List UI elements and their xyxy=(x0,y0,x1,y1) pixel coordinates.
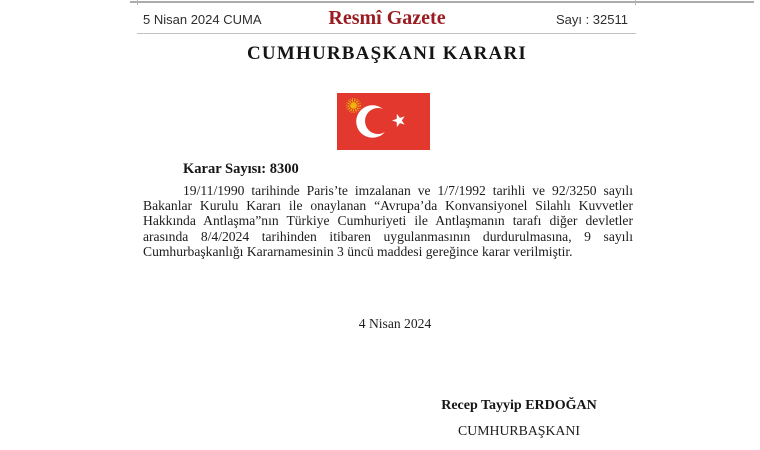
decree-number: Karar Sayısı: 8300 xyxy=(183,161,299,177)
decree-date: 4 Nisan 2024 xyxy=(358,316,432,331)
turkish-presidential-flag-image xyxy=(337,93,430,150)
signatory-title: CUMHURBAŞKANI xyxy=(458,423,580,438)
gazette-masthead: Resmî Gazete xyxy=(328,7,446,29)
table-border-top xyxy=(130,1,754,3)
header-divider xyxy=(137,33,636,34)
signatory-name: Recep Tayyip ERDOĞAN xyxy=(441,398,597,413)
decree-title: CUMHURBAŞKANI KARARI xyxy=(247,43,527,64)
decree-body-text: 19/11/1990 tarihinde Paris’te imzalanan ve 1/7/1992 tarihli ve 92/3250 sayılı Bakanlar Kurulu Kararı ile onaylanan “Avrupa’da Konvansiyonel Silahlı Kuvvetler Hakkında Antlaşma”nın Türkiye Cumhuriyeti ile Antlaşmanın tarafı diğer devletler arasında 8/4/2024 tarihinden itibaren uygulanmasının durdurulmasına, 9 sayılı Cumhurbaşkanlığı Kararnamesinin 3 üncü maddesi gereğince karar verilmiştir. xyxy=(143,183,633,259)
gazette-date: 5 Nisan 2024 CUMA xyxy=(143,12,262,27)
flag-graphic xyxy=(337,93,430,150)
gazette-issue-number: Sayı : 32511 xyxy=(555,12,628,27)
table-border-left-tick xyxy=(137,0,138,5)
table-border-right-tick xyxy=(635,0,636,5)
